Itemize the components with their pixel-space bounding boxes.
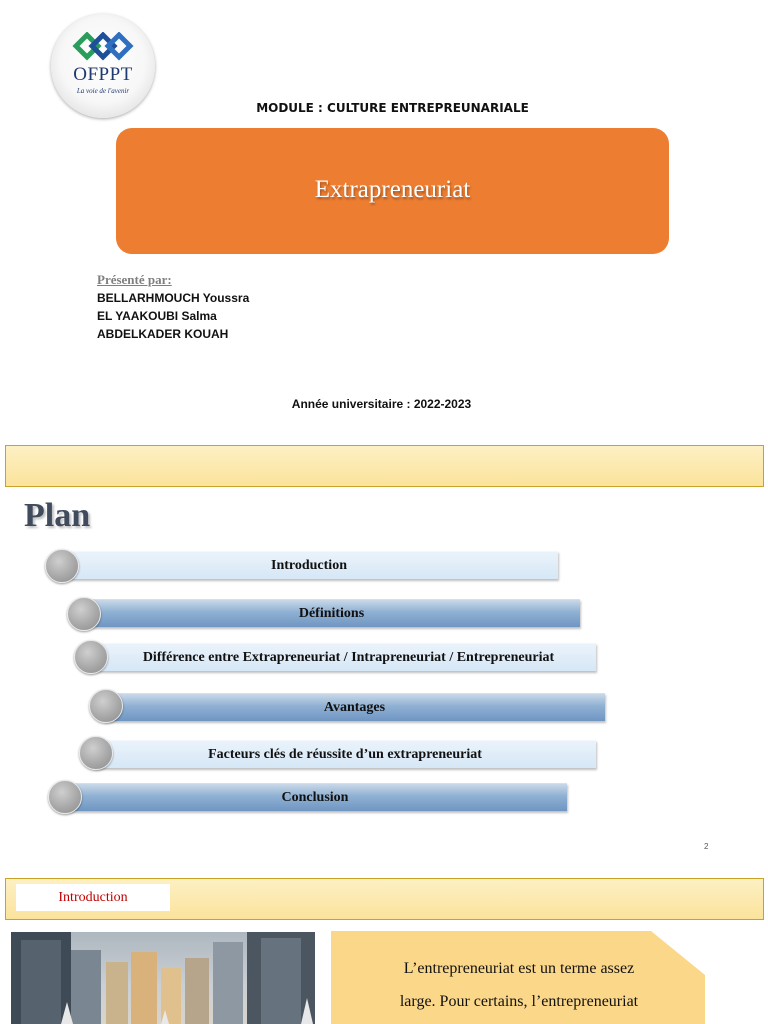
slide-title: Extrapreneuriat: [314, 176, 471, 203]
plan-item-label: Différence entre Extrapreneuriat / Intrapreneuriat / Entrepreneuriat: [142, 650, 555, 665]
plan-item-introduction: [60, 551, 558, 579]
presenter-name: ABDELKADER KOUAH: [97, 327, 229, 341]
bullet-icon: [74, 640, 108, 674]
bullet-icon: [67, 597, 101, 631]
logo-name: OFPPT: [73, 64, 133, 85]
section-label-box: [16, 884, 170, 911]
bullet-icon: [79, 736, 113, 770]
header-band: [5, 445, 764, 487]
intro-text-line: large. Pour certains, l’entrepreneuriat: [399, 993, 639, 1010]
presenters-block: [97, 272, 249, 343]
bullet-icon: [89, 689, 123, 723]
title-box: [116, 128, 669, 254]
plan-item-label: Conclusion: [281, 790, 349, 805]
diamond-logo-icon: [71, 32, 135, 62]
bullet-icon: [48, 780, 82, 814]
plan-title: Plan: [24, 497, 91, 534]
presenters-label: Présenté par:: [97, 272, 172, 287]
intro-text: [352, 952, 686, 1018]
plan-item-label: Avantages: [323, 700, 386, 715]
city-skyline-image: [11, 932, 315, 1024]
plan-item-facteurs: [94, 740, 596, 768]
logo-tagline: La voie de l'avenir: [76, 87, 130, 95]
plan-item-label: Introduction: [271, 558, 347, 573]
academic-year: Année universitaire : 2022-2023: [291, 397, 472, 411]
plan-item-label: Facteurs clés de réussite d’un extrapreneuriat: [208, 747, 482, 762]
module-title: MODULE : CULTURE ENTREPREUNARIALE: [256, 101, 529, 115]
plan-item-difference: [89, 643, 596, 671]
intro-text-line: L’entrepreneuriat est un terme assez: [403, 960, 635, 977]
plan-item-label: Définitions: [298, 606, 365, 621]
presenter-name: BELLARHMOUCH Youssra: [97, 291, 250, 305]
plan-item-definitions: [83, 599, 580, 627]
page-number: 2: [704, 842, 709, 851]
plan-item-avantages: [104, 693, 605, 721]
plan-item-conclusion: [63, 783, 567, 811]
presenter-name: EL YAAKOUBI Salma: [97, 309, 217, 323]
bullet-icon: [45, 549, 79, 583]
section-label: Introduction: [58, 890, 128, 905]
